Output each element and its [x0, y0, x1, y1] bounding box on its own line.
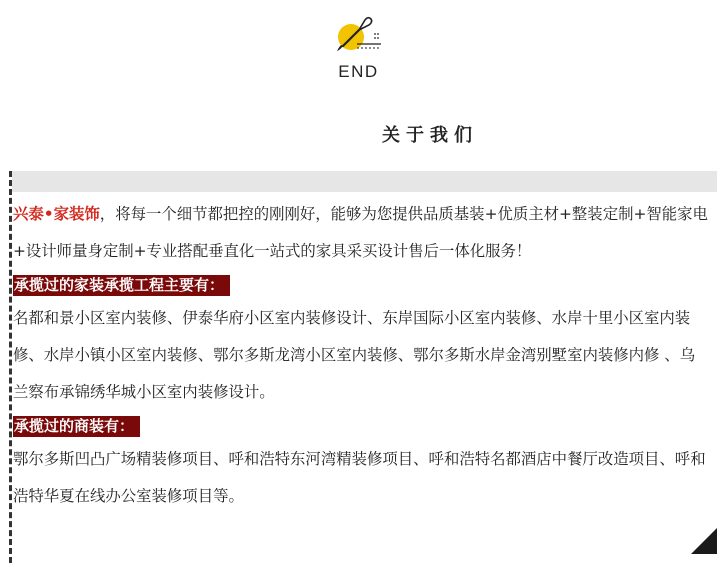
intro-text: ，将每一个细节都把控的刚刚好，能够为您提供品质基装+优质主材+整装定制+智能家电+设计师量身定制+专业搭配垂直化一站式的家具采买设计售后一体化服务！ [13, 205, 708, 260]
intro-paragraph [13, 196, 709, 270]
residential-heading: 承揽过的家装承揽工程主要有： [13, 275, 230, 296]
corner-triangle [691, 528, 717, 554]
content-body [13, 196, 709, 515]
end-section [0, 14, 717, 82]
brand-name: 兴泰•家装饰 [13, 205, 100, 223]
end-label: END [338, 62, 379, 81]
about-title: 关于我们 [382, 125, 478, 146]
dashed-border [9, 171, 12, 563]
residential-paragraph: 名都和景小区室内装修、伊泰华府小区室内装修设计、东岸国际小区室内装修、水岸十里小区室内装修、水岸小镇小区室内装修、鄂尔多斯龙湾小区室内装修、鄂尔多斯水岸金湾别墅室内装修内修 、乌兰察布承锦绣华城小区室内装修设计。 [13, 309, 696, 401]
section-band [12, 171, 717, 192]
commercial-paragraph: 鄂尔多斯凹凸广场精装修项目、呼和浩特东河湾精装修项目、呼和浩特名都酒店中餐厅改造项目、呼和浩特华夏在线办公室装修项目等。 [13, 450, 706, 505]
commercial-heading-row [13, 411, 709, 441]
commercial-heading: 承揽过的商装有： [13, 416, 140, 437]
brush-icon [329, 14, 389, 56]
residential-heading-row [13, 270, 709, 300]
